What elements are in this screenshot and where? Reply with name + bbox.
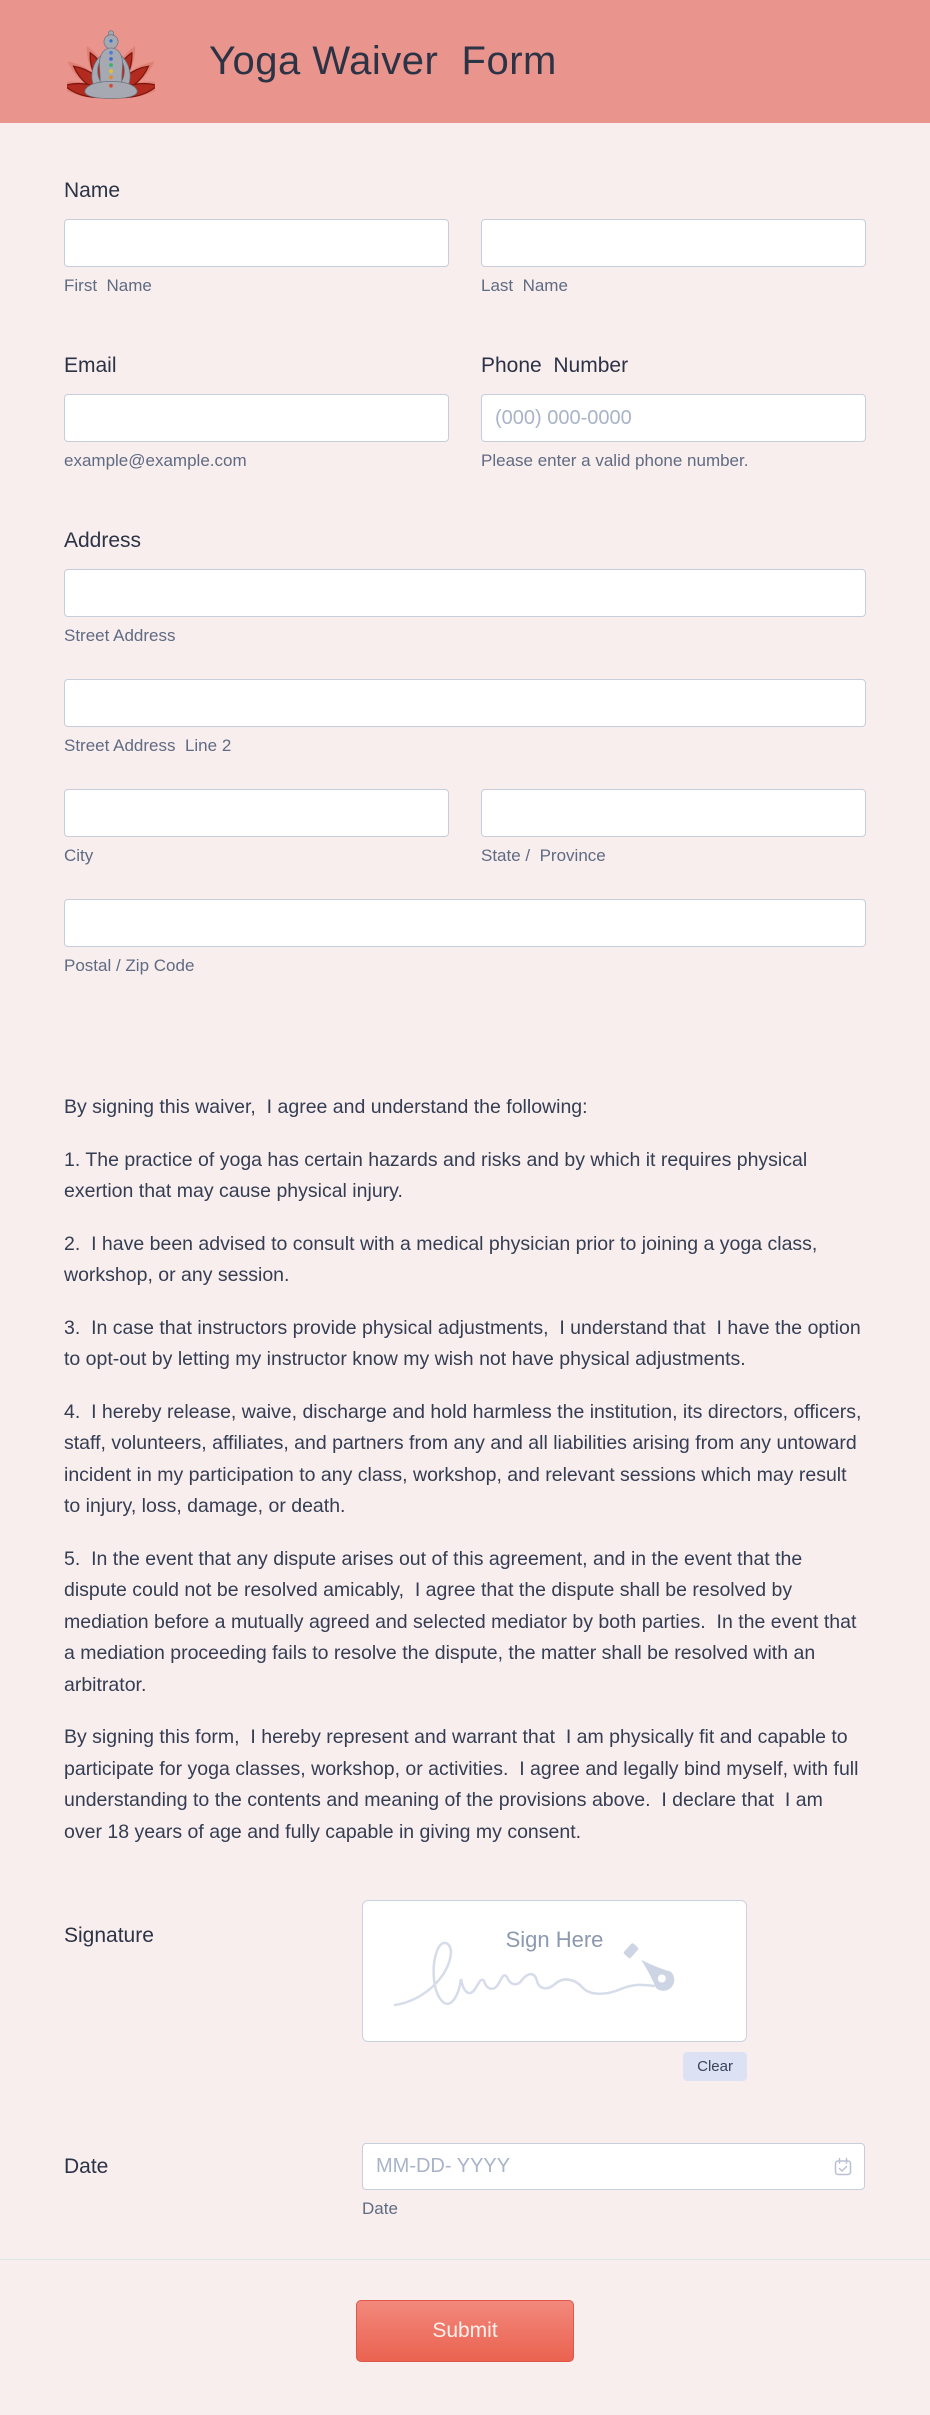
clear-button[interactable]: Clear: [683, 2052, 747, 2081]
email-input[interactable]: [64, 394, 449, 442]
question-email-phone: [64, 354, 866, 471]
street-address2-input[interactable]: [64, 679, 866, 727]
first-name-sublabel: First Name: [64, 276, 152, 295]
lotus-meditation-logo-icon: [67, 16, 155, 108]
divider: [0, 2259, 930, 2260]
state-input[interactable]: [481, 789, 866, 837]
waiver-text-block: [64, 1092, 866, 1848]
last-name-sublabel: Last Name: [481, 276, 568, 295]
waiver-paragraph: 3. In case that instructors provide physical adjustments, I understand that I have the option to opt-out by letting my instructor know my wish not have physical adjustments.: [64, 1316, 867, 1370]
waiver-paragraph: 1. The practice of yoga has certain hazards and risks and by which it requires physical exertion that may cause physical injury.: [64, 1148, 813, 1202]
last-name-input[interactable]: [481, 219, 866, 267]
waiver-paragraph: 5. In the event that any dispute arises out of this agreement, and in the event that the dispute could not be resolved amicably, I agree that the dispute shall be resolved by mediation before a mutually agreed and selected mediator by both parties. In the event that a mediation proceeding fails to resolve the dispute, the matter shall be resolved with an arbitrator.: [64, 1547, 862, 1696]
first-name-input[interactable]: [64, 219, 449, 267]
date-sublabel: Date: [362, 2199, 398, 2218]
state-sublabel: State / Province: [481, 846, 606, 865]
submit-button[interactable]: Submit: [356, 2300, 574, 2362]
sign-here-text: Sign Here: [505, 1927, 604, 1952]
phone-input[interactable]: [481, 394, 866, 442]
date-input[interactable]: [362, 2143, 865, 2190]
postal-input[interactable]: [64, 899, 866, 947]
question-address: [64, 529, 866, 976]
question-signature: [64, 1900, 866, 2081]
street-address2-sublabel: Street Address Line 2: [64, 736, 232, 755]
phone-label: Phone Number: [481, 354, 629, 377]
email-sublabel: example@example.com: [64, 451, 247, 470]
street-address-input[interactable]: [64, 569, 866, 617]
waiver-paragraph: By signing this form, I hereby represent and warrant that I am physically fit and capable to participate for yoga classes, workshop, or activities. I agree and legally bind myself, with full understanding to the contents and meaning of the provisions above. I declare that I am over 18 years of age and fully capable in giving my consent.: [64, 1726, 864, 1843]
calendar-icon[interactable]: [833, 2157, 853, 2177]
question-date: [64, 2143, 866, 2219]
waiver-paragraph: By signing this waiver, I agree and understand the following:: [64, 1096, 588, 1118]
name-label: Name: [64, 179, 121, 202]
address-label: Address: [64, 529, 142, 552]
question-name: [64, 179, 866, 296]
street-address-sublabel: Street Address: [64, 626, 176, 645]
form-header: [0, 0, 930, 123]
waiver-paragraph: 2. I have been advised to consult with a medical physician prior to joining a yoga class, workshop, or any session.: [64, 1232, 823, 1286]
city-input[interactable]: [64, 789, 449, 837]
city-sublabel: City: [64, 846, 94, 865]
email-label: Email: [64, 354, 117, 377]
date-label: Date: [64, 2155, 109, 2178]
postal-sublabel: Postal / Zip Code: [64, 956, 195, 975]
waiver-paragraph: 4. I hereby release, waive, discharge and hold harmless the institution, its directors, officers, staff, volunteers, affiliates, and partners from any and all liabilities arising from any untoward incident in my participation to any class, workshop, and relevant sessions which may result to injury, loss, damage, or death.: [64, 1400, 867, 1517]
signature-label: Signature: [64, 1924, 154, 1947]
page-title: Yoga Waiver Form: [209, 39, 557, 83]
phone-sublabel: Please enter a valid phone number.: [481, 451, 749, 470]
signature-pad[interactable]: [362, 1900, 747, 2042]
